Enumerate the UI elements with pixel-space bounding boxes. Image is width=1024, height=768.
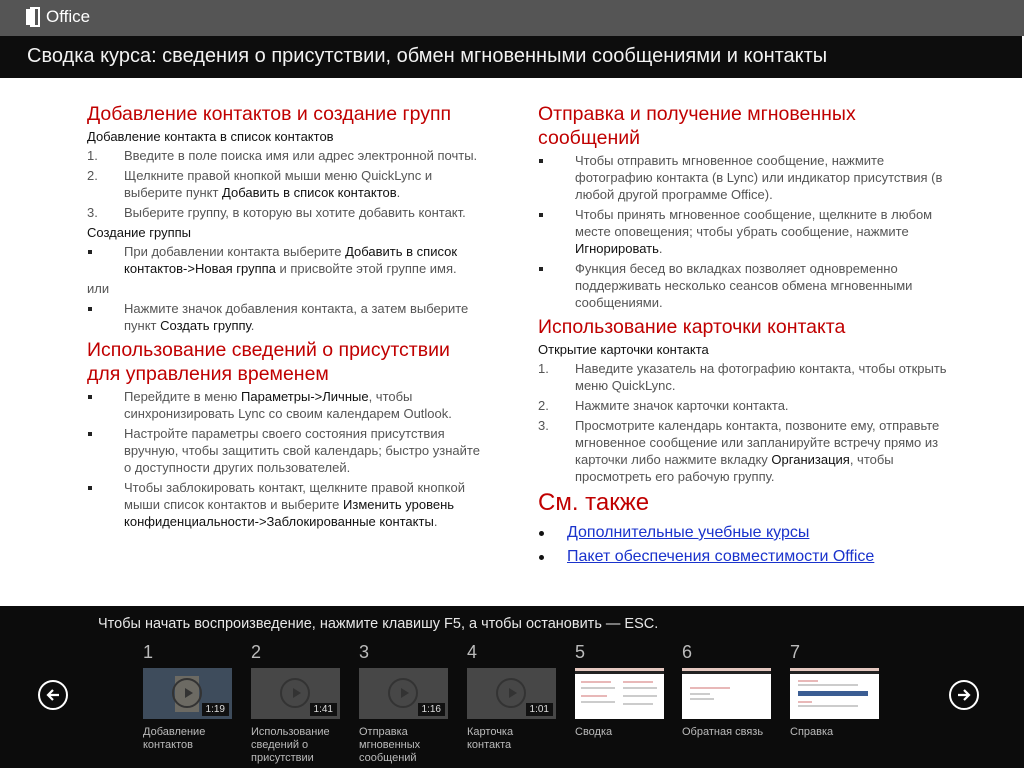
thumbnail-number: 7 bbox=[790, 642, 801, 662]
slide-line bbox=[798, 705, 858, 707]
top-bar bbox=[0, 0, 1024, 36]
bullet-icon bbox=[539, 531, 544, 536]
list-item bbox=[538, 206, 948, 257]
slide-line bbox=[623, 695, 657, 697]
item-bold: Организация bbox=[771, 452, 850, 467]
list-item bbox=[538, 152, 948, 203]
subheading: Добавление контакта в список контактов bbox=[87, 129, 334, 144]
list-item bbox=[538, 260, 948, 311]
subheading: Открытие карточки контакта bbox=[538, 342, 709, 357]
arrow-right-circle-icon bbox=[955, 686, 973, 704]
slide-line bbox=[690, 698, 714, 700]
thumbnail-number: 6 bbox=[682, 642, 693, 662]
or-text: или bbox=[87, 281, 110, 296]
thumbnail-6[interactable] bbox=[682, 642, 774, 739]
summary-content bbox=[0, 78, 1024, 606]
play-icon bbox=[496, 678, 526, 708]
list-number: 2. bbox=[538, 398, 549, 413]
bullet-icon bbox=[539, 555, 544, 560]
slide-line bbox=[798, 684, 858, 686]
slide-search-bar bbox=[798, 691, 868, 696]
slide-header bbox=[790, 671, 879, 674]
slide-thumbnail[interactable] bbox=[575, 668, 664, 719]
item-text: Щелкните правой кнопкой мыши меню QuickLync и выберите пункт bbox=[124, 168, 433, 200]
item-text: Чтобы принять мгновенное сообщение, щелкните в любом месте оповещения; чтобы убрать сообщение, нажмите bbox=[575, 207, 933, 239]
item-text: Чтобы заблокировать контакт, щелкните правой кнопкой мыши список контактов и выберите bbox=[124, 480, 465, 512]
bullet-icon bbox=[539, 159, 543, 163]
section-heading: Использование сведений о присутствии для управления временем bbox=[87, 339, 450, 385]
slide-header bbox=[575, 671, 664, 674]
link-compatibility-pack[interactable]: Пакет обеспечения совместимости Office bbox=[567, 548, 875, 565]
video-thumbnail[interactable] bbox=[467, 668, 556, 719]
thumbnail-number: 1 bbox=[143, 642, 154, 662]
thumbnail-3[interactable] bbox=[359, 642, 451, 765]
thumbnail-caption: Справка bbox=[790, 726, 834, 738]
thumbnail-4[interactable] bbox=[467, 642, 559, 752]
list-item bbox=[87, 425, 487, 476]
slide-line bbox=[690, 687, 730, 689]
list-item bbox=[87, 167, 487, 201]
item-bold: Добавить в список контактов->Новая группа bbox=[124, 244, 458, 276]
thumbnail-caption: Обратная связь bbox=[682, 726, 764, 738]
title-bar bbox=[0, 36, 1022, 78]
play-icon bbox=[172, 678, 202, 708]
slide-line bbox=[690, 693, 710, 695]
thumbnail-number: 4 bbox=[467, 642, 478, 662]
item-bold: Добавить в список контактов bbox=[222, 185, 397, 200]
item-bold: Игнорировать bbox=[575, 241, 659, 256]
page-title: Сводка курса: сведения о присутствии, обмен мгновенными сообщениями и контакты bbox=[27, 45, 828, 67]
list-number: 3. bbox=[87, 205, 98, 220]
thumbnail-number: 3 bbox=[359, 642, 370, 662]
list-item bbox=[87, 388, 487, 422]
slide-line bbox=[581, 681, 611, 683]
item-text: Настройте параметры своего состояния присутствия вручную, чтобы защитить свой календарь; быстро узнайте о доступности других пользователей. bbox=[124, 426, 480, 475]
item-text: Выберите группу, в которую вы хотите добавить контакт. bbox=[124, 205, 466, 220]
slide-line bbox=[581, 687, 615, 689]
item-bold: Создать группу bbox=[160, 318, 251, 333]
thumbnail-caption: Карточка контакта bbox=[467, 726, 514, 751]
video-thumbnail[interactable] bbox=[359, 668, 448, 719]
section-heading: Добавление контактов и создание групп bbox=[87, 103, 452, 125]
item-text-after: , чтобы просмотреть его рабочую группу. bbox=[575, 452, 894, 484]
video-duration: 1:16 bbox=[418, 703, 445, 716]
play-icon bbox=[388, 678, 418, 708]
list-item bbox=[538, 360, 948, 394]
thumbnail-5[interactable] bbox=[575, 642, 667, 739]
course-navigator bbox=[0, 606, 1024, 768]
list-number: 2. bbox=[87, 168, 98, 183]
item-text: Нажмите значок карточки контакта. bbox=[575, 398, 789, 413]
see-also-item bbox=[538, 545, 948, 569]
item-text: Введите в поле поиска имя или адрес электронной почты. bbox=[124, 148, 478, 163]
slide-line bbox=[623, 681, 653, 683]
list-item bbox=[538, 397, 948, 414]
see-also-item bbox=[538, 521, 948, 545]
bullet-icon bbox=[88, 486, 92, 490]
item-text-after: . bbox=[396, 185, 401, 200]
item-text-after: и присвойте этой группе имя. bbox=[275, 261, 457, 276]
thumbnail-caption: Сводка bbox=[575, 726, 613, 738]
video-thumbnail[interactable] bbox=[251, 668, 340, 719]
left-column bbox=[87, 102, 487, 533]
thumbnail-caption: Отправка мгновенных сообщений bbox=[359, 726, 421, 764]
right-column bbox=[538, 102, 948, 569]
item-text-after: . bbox=[433, 514, 438, 529]
slide-thumbnail[interactable] bbox=[790, 668, 879, 719]
thumbnail-caption: Использование сведений о присутствии bbox=[251, 726, 330, 764]
video-duration: 1:41 bbox=[310, 703, 337, 716]
section-heading: Использование карточки контакта bbox=[538, 316, 846, 338]
office-logo-icon bbox=[26, 7, 40, 27]
bullet-icon bbox=[88, 307, 92, 311]
item-bold: Изменить уровень конфиденциальности->Заблокированные контакты bbox=[124, 497, 455, 529]
list-item bbox=[87, 147, 487, 164]
slide-line bbox=[581, 701, 615, 703]
thumbnail-number: 2 bbox=[251, 642, 262, 662]
item-text: Перейдите в меню bbox=[124, 389, 242, 404]
list-item bbox=[87, 243, 487, 277]
item-text: Чтобы отправить мгновенное сообщение, нажмите фотографию контакта (в Lync) или индикатор присутствия (в любой другой программе Office). bbox=[575, 153, 943, 202]
previous-button[interactable] bbox=[38, 680, 68, 710]
slide-line bbox=[798, 680, 818, 682]
item-text-after: . bbox=[658, 241, 663, 256]
slide-line bbox=[798, 701, 812, 703]
thumbnail-caption: Добавление контактов bbox=[143, 726, 206, 751]
list-number: 3. bbox=[538, 418, 549, 433]
slide-thumbnail[interactable] bbox=[682, 668, 771, 719]
see-also-heading: См. также bbox=[538, 489, 650, 516]
item-bold: Параметры->Личные bbox=[241, 389, 369, 404]
play-icon bbox=[280, 678, 310, 708]
list-item bbox=[87, 300, 487, 334]
bullet-icon bbox=[539, 213, 543, 217]
thumbnail-number: 5 bbox=[575, 642, 586, 662]
slide-line bbox=[623, 703, 653, 705]
item-text-after: . bbox=[250, 318, 255, 333]
office-logo bbox=[26, 7, 90, 27]
list-number: 1. bbox=[538, 361, 549, 376]
list-item bbox=[538, 417, 948, 485]
slide-line bbox=[623, 687, 657, 689]
list-item bbox=[87, 204, 487, 221]
bullet-icon bbox=[88, 395, 92, 399]
bullet-icon bbox=[88, 250, 92, 254]
thumbnail-2[interactable] bbox=[251, 642, 343, 765]
slide-header bbox=[682, 671, 771, 674]
list-item bbox=[87, 479, 487, 530]
item-text: Просмотрите календарь контакта, позвоните ему, отправьте мгновенное сообщение или запланируйте встречу прямо из карточки либо нажмите вкладку bbox=[575, 418, 940, 467]
item-text: При добавлении контакта выберите bbox=[124, 244, 346, 259]
list-number: 1. bbox=[87, 148, 98, 163]
office-logo-text: Office bbox=[46, 7, 91, 26]
video-thumbnail[interactable] bbox=[143, 668, 232, 719]
bullet-icon bbox=[88, 432, 92, 436]
video-duration: 1:01 bbox=[526, 703, 553, 716]
bullet-icon bbox=[539, 267, 543, 271]
video-duration: 1:19 bbox=[202, 703, 229, 716]
item-text: Нажмите значок добавления контакта, а затем выберите пункт bbox=[124, 301, 469, 333]
next-button[interactable] bbox=[949, 680, 979, 710]
item-text: Наведите указатель на фотографию контакта, чтобы открыть меню QuickLync. bbox=[575, 361, 947, 393]
item-text: Функция бесед во вкладках позволяет одновременно поддерживать несколько сеансов обмена мгновенными сообщениями. bbox=[575, 261, 913, 310]
arrow-left-circle-icon bbox=[44, 686, 62, 704]
thumbnail-7[interactable] bbox=[790, 642, 882, 739]
playback-hint: Чтобы начать воспроизведение, нажмите клавишу F5, а чтобы остановить — ESC. bbox=[98, 616, 659, 632]
subheading: Создание группы bbox=[87, 225, 191, 240]
slide-line bbox=[581, 695, 607, 697]
item-text-after: , чтобы синхронизировать Lync со своим календарем Outlook. bbox=[124, 389, 452, 421]
link-more-courses[interactable]: Дополнительные учебные курсы bbox=[567, 524, 810, 541]
section-heading: Отправка и получение мгновенных сообщений bbox=[538, 103, 856, 149]
thumbnail-1[interactable] bbox=[143, 642, 235, 752]
